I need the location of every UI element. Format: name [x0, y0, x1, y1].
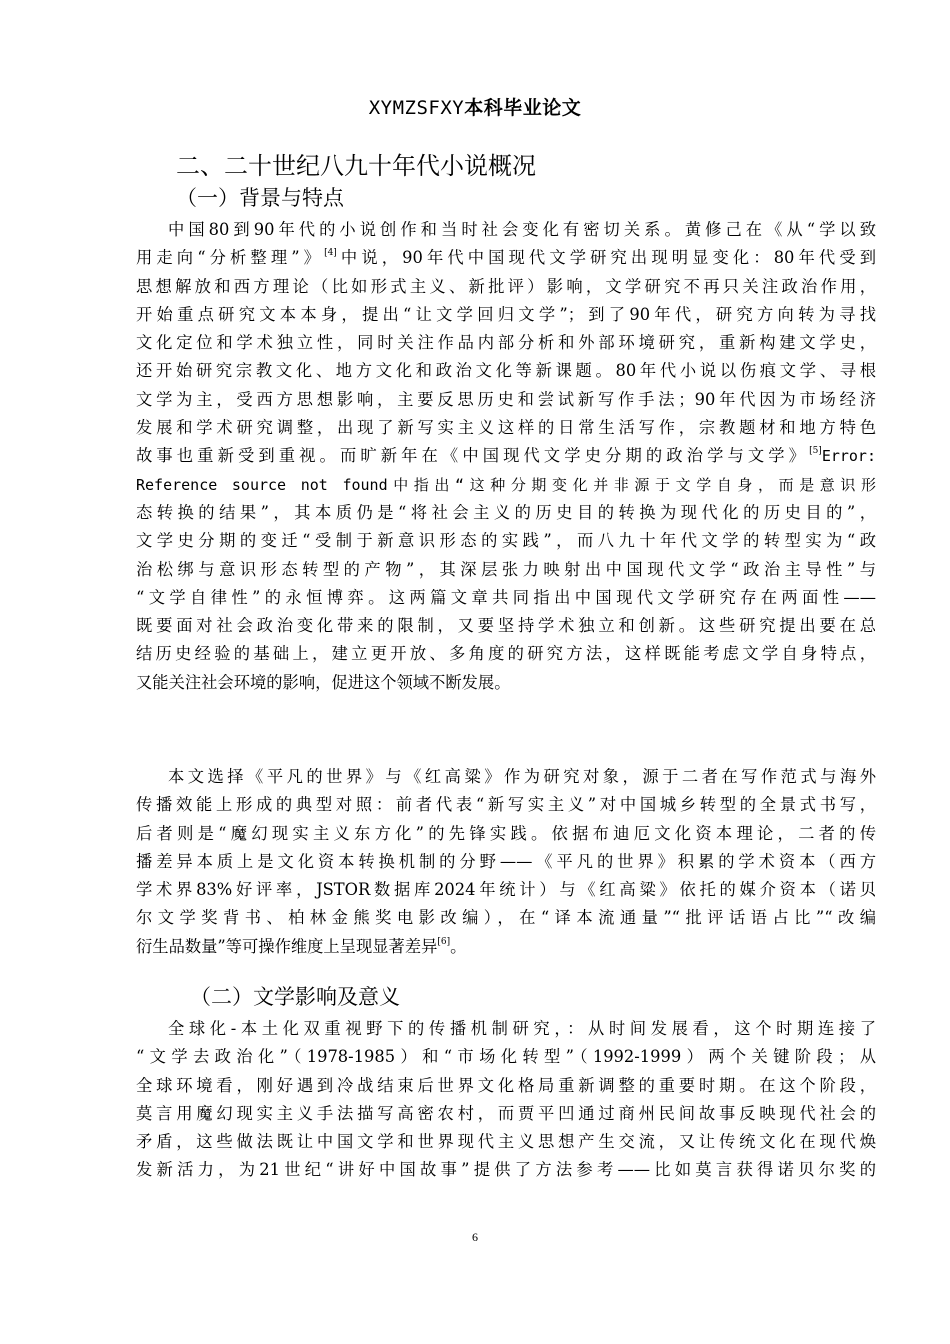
text-line: 思想解放和西方理论（比如形式主义、新批评）影响，文学研究不再只关注政治作用，	[136, 276, 876, 296]
citation-ref: [5]	[809, 446, 822, 457]
text-line: 既要面对社会政治变化带来的限制，又要坚持学术独立和创新。这些研究提出要在总	[136, 616, 876, 636]
text-line: 文学为主，受西方思想影响，主要反思历史和尝试新写作手法；90年代因为市场经济	[136, 389, 876, 409]
text-line: 开始重点研究文本本身，提出“让文学回归文学”；到了90年代，研究方向转为寻找	[136, 304, 876, 324]
text-line: 尔文学奖背书、柏林金熊奖电影改编），在“译本流通量”“批评话语占比”“改编	[136, 908, 876, 928]
text-line: 还开始研究宗教文化、地方文化和政治文化等新课题。80年代小说以伤痕文学、寻根	[136, 361, 876, 381]
section-title-influence: （二）文学影响及意义	[190, 985, 400, 1009]
text-line: 矛盾，这些做法既让中国文学和世界现代主义思想产生交流，又让传统文化在现代焕	[136, 1132, 876, 1152]
citation-ref: [4]	[324, 248, 337, 259]
text-line: 结历史经验的基础上，建立更开放、多角度的研究方法，这样既能考虑文学自身特点，	[136, 644, 876, 664]
header-school-code: XYMZSFXY	[368, 97, 465, 119]
text-line: 后者则是“魔幻现实主义东方化”的先锋实践。依据布迪厄文化资本理论，二者的传	[136, 823, 876, 843]
text-line: 全球环境看，刚好遇到冷战结束后世界文化格局重新调整的重要时期。在这个阶段，	[136, 1075, 876, 1095]
header-thesis-label: 本科毕业论文	[464, 97, 582, 119]
text-line: “文学去政治化”（1978-1985）和“市场化转型”（1992-1999）两个关键阶段；从	[136, 1047, 876, 1067]
section-title-background: （一）背景与特点	[176, 186, 344, 210]
text-line: 中国80到90年代的小说创作和当时社会变化有密切关系。黄修己在《从“学以致	[168, 220, 876, 239]
text-line: 文化定位和学术独立性，同时关注作品内部分析和外部环境研究，重新构建文学史，	[136, 333, 876, 353]
text-line: 故事也重新受到重视。而旷新年在《中国现代文学史分期的政治学与文学》[5]Error:	[136, 446, 876, 466]
text-line: 治松绑与意识形态转型的产物”，其深层张力映射出中国现代文学“政治主导性”与	[136, 559, 876, 579]
text-line: 传播效能上形成的典型对照：前者代表“新写实主义”对中国城乡转型的全景式书写，	[136, 795, 876, 815]
page-number: 6	[472, 1230, 478, 1244]
text-line: 用走向“分析整理”》[4]中说，90年代中国现代文学研究出现明显变化：80年代受到	[136, 248, 877, 268]
chapter-title: 二、二十世纪八九十年代小说概况	[176, 152, 536, 180]
paragraph-influence	[136, 1015, 876, 1185]
text-line: Reference source not found中指出“这种分期变化并非源于文学自身，而是意识形	[136, 475, 876, 494]
text-line: 又能关注社会环境的影响，促进这个领域不断发展。	[136, 672, 511, 692]
text-line: 发展和学术研究调整，出现了新写实主义这样的日常生活写作，宗教题材和地方特色	[136, 418, 876, 438]
text-line: 本文选择《平凡的世界》与《红高粱》作为研究对象，源于二者在写作范式与海外	[168, 767, 876, 786]
text-line: 文学史分期的变迁“受制于新意识形态的实践”，而八九十年代文学的转型实为“政	[136, 531, 876, 551]
text-line: 衍生品数量”等可操作维度上呈现显著差异[6]。	[136, 936, 467, 956]
paragraph-background	[136, 216, 876, 697]
text-line: 全球化-本土化双重视野下的传播机制研究，：从时间发展看，这个时期连接了	[168, 1019, 876, 1038]
running-header	[0, 94, 950, 121]
citation-ref: [6]	[437, 936, 451, 947]
text-line: 学术界83%好评率，JSTOR数据库2024年统计）与《红高粱》依托的媒介资本（诺贝	[136, 880, 876, 900]
text-line: “文学自律性”的永恒博弈。这两篇文章共同指出中国现代文学研究存在两面性——	[136, 587, 876, 607]
text-line: 态转换的结果”，其本质仍是“将社会主义的历史目的转换为现代化的历史目的”，	[136, 502, 876, 522]
text-line: 播差异本质上是文化资本转换机制的分野——《平凡的世界》积累的学术资本（西方	[136, 851, 876, 871]
paragraph-research-objects	[136, 763, 876, 961]
text-line: 莫言用魔幻现实主义手法描写高密农村，而贾平凹通过商州民间故事反映现代社会的	[136, 1103, 876, 1123]
text-line: 发新活力，为21世纪“讲好中国故事”提供了方法参考——比如莫言获得诺贝尔奖的	[136, 1160, 876, 1180]
